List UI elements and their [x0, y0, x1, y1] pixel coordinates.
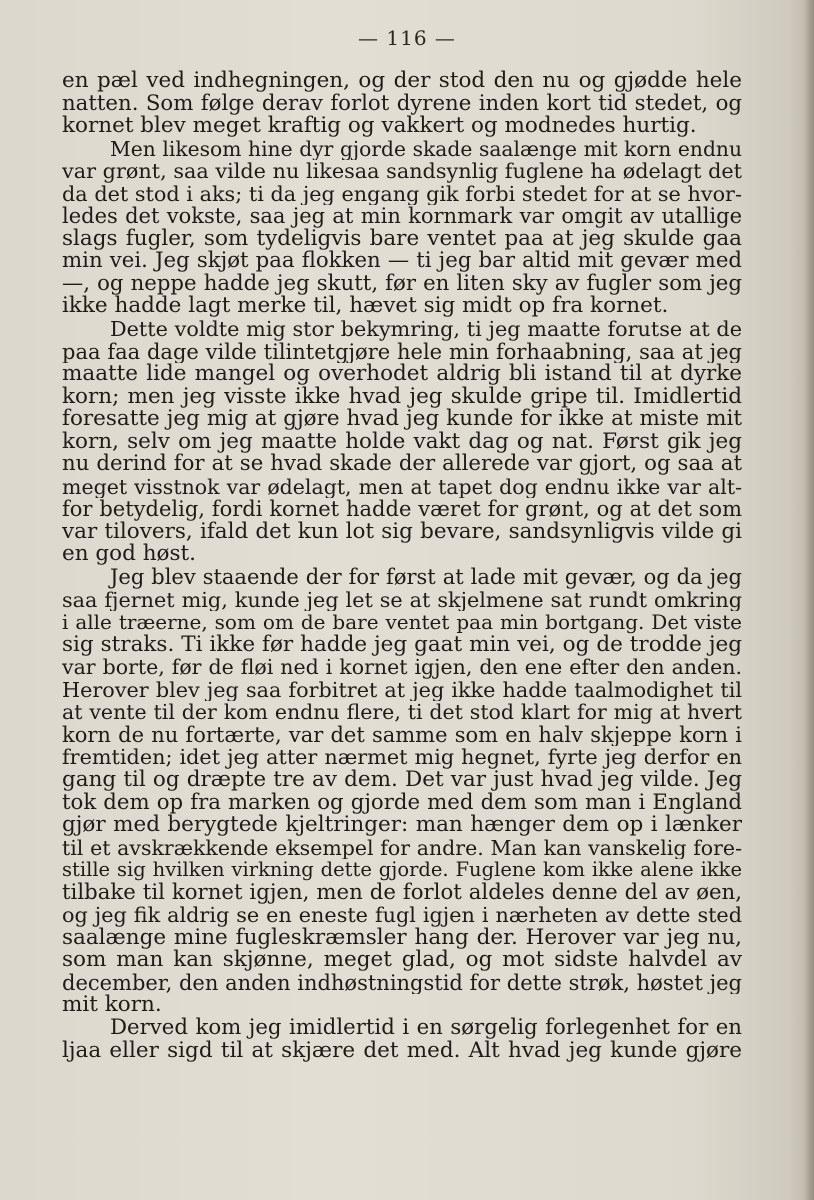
text-line: natten. Som følge derav forlot dyrene inden kort tid stedet, og	[62, 92, 742, 116]
page-number: — 116 —	[358, 26, 456, 50]
text-line: og jeg fik aldrig se en eneste fugl igjen i nærheten av dette sted	[62, 904, 742, 927]
text-line: at vente til der kom endnu flere, ti det stod klart for mig at hvert	[62, 701, 742, 724]
text-line: ikke hadde lagt merke til, hævet sig midt op fra kornet.	[62, 295, 669, 319]
text-line: korn, selv om jeg maatte holde vakt dag og nat. Først gik jeg	[62, 430, 742, 454]
page-edge-shadow	[804, 0, 814, 1200]
text-line: min vei. Jeg skjøt paa flokken — ti jeg bar altid mit gevær med	[62, 250, 742, 273]
text-line: kornet blev meget kraftig og vakkert og modnedes hurtig.	[62, 115, 697, 138]
text-line: Herover blev jeg saa forbitret at jeg ikke hadde taalmodighet til	[62, 678, 742, 702]
text-line: saa fjernet mig, kunde jeg let se at skjelmene sat rundt omkring	[62, 588, 742, 612]
text-line: mit korn.	[62, 994, 162, 1017]
text-line: paa faa dage vilde tilintetgjøre hele min forhaabning, saa at jeg	[62, 340, 742, 364]
text-line: tilbake til kornet igjen, men de forlot aldeles denne del av øen,	[62, 881, 742, 905]
text-line: var borte, før de fløi ned i kornet igjen, den ene efter den anden.	[62, 656, 742, 679]
body-text	[62, 70, 742, 1062]
text-line: var tilovers, ifald det kun lot sig bevare, sandsynligvis vilde gi	[62, 520, 742, 544]
text-line: ljaa eller sigd til at skjære det med. Alt hvad jeg kunde gjøre	[62, 1039, 742, 1063]
text-line: Derved kom jeg imidlertid i en sørgelig forlegenhet for en	[110, 1016, 742, 1040]
text-line: tok dem op fra marken og gjorde med dem som man i England	[62, 791, 742, 815]
text-line: fremtiden; idet jeg atter nærmet mig hegnet, fyrte jeg derfor en	[62, 746, 742, 769]
text-line: korn; men jeg visste ikke hvad jeg skulde gripe til. Imidlertid	[62, 385, 742, 409]
text-line: til et avskrækkende eksempel for andre. Man kan vanskelig fore-	[62, 836, 742, 860]
text-line: foresatte jeg mig at gjøre hvad jeg kunde for ikke at miste mit	[62, 408, 742, 431]
text-line: slags fugler, som tydeligvis bare ventet paa at jeg skulde gaa	[62, 227, 742, 251]
text-line: stille sig hvilken virkning dette gjorde. Fuglene kom ikke alene ikke	[62, 859, 742, 882]
text-line: gjør med berygtede kjeltringer: man hænger dem op i lænker	[62, 814, 742, 837]
text-line: en pæl ved indhegningen, og der stod den nu og gjødde hele	[62, 70, 742, 93]
text-line: meget visstnok var ødelagt, men at tapet dog endnu ikke var alt-	[62, 475, 742, 499]
text-line: korn de nu fortærte, var det samme som en halv skjeppe korn i	[62, 723, 742, 747]
text-line: i alle træerne, som om de bare ventet paa min bortgang. Det viste	[62, 611, 742, 634]
text-line: saalænge mine fugleskræmsler hang der. Herover var jeg nu,	[62, 926, 742, 950]
text-line: ledes det vokste, saa jeg at min kornmark var omgit av utallige	[62, 205, 742, 228]
text-line: Jeg blev staaende der for først at lade mit gevær, og da jeg	[110, 566, 742, 589]
text-line: sig straks. Ti ikke før hadde jeg gaat min vei, og de trodde jeg	[62, 633, 742, 657]
text-line: en god høst.	[62, 543, 197, 567]
text-line: som man kan skjønne, meget glad, og mot sidste halvdel av	[62, 949, 742, 972]
text-line: da det stod i aks; ti da jeg engang gik forbi stedet for at se hvor-	[62, 182, 742, 206]
text-line: Dette voldte mig stor bekymring, ti jeg maatte forutse at de	[110, 318, 742, 341]
text-line: var grønt, saa vilde nu likesaa sandsynlig fuglene ha ødelagt det	[62, 160, 742, 183]
text-line: gang til og dræpte tre av dem. Det var just hvad jeg vilde. Jeg	[62, 768, 742, 792]
text-line: december, den anden indhøstningstid for dette strøk, høstet jeg	[62, 971, 742, 995]
text-line: nu derind for at se hvad skade der allerede var gjort, og saa at	[62, 453, 742, 476]
text-line: Men likesom hine dyr gjorde skade saalænge mit korn endnu	[110, 137, 742, 161]
text-line: maatte lide mangel og overhodet aldrig bli istand til at dyrke	[62, 363, 742, 386]
text-line: —, og neppe hadde jeg skutt, før en liten sky av fugler som jeg	[62, 272, 742, 296]
text-line: for betydelig, fordi kornet hadde været for grønt, og at det som	[62, 498, 742, 521]
